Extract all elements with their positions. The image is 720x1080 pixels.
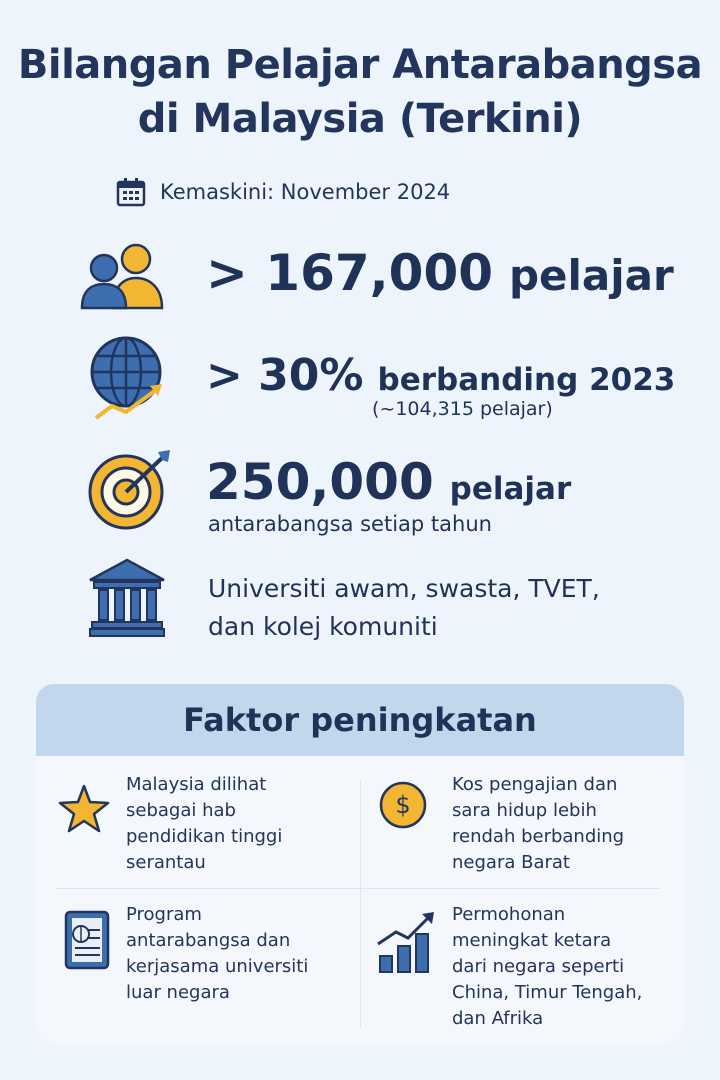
institution-icon <box>88 558 166 638</box>
people-icon <box>80 242 166 310</box>
factor-2-line-1: Kos pengajian dan <box>452 774 618 795</box>
factor-4-line-2: meningkat ketara <box>452 930 612 951</box>
institutions-line-2: dan kolej komuniti <box>208 612 438 641</box>
factor-3-line-3: kerjasama universiti <box>126 956 309 977</box>
calendar-icon <box>116 177 146 207</box>
svg-text:$: $ <box>395 791 411 819</box>
factor-3-line-2: antarabangsa dan <box>126 930 291 951</box>
factor-3-line-4: luar negara <box>126 982 230 1003</box>
institutions-stat <box>208 570 600 646</box>
target-sub: antarabangsa setiap tahun <box>208 512 492 536</box>
title-line-2: di Malaysia (Terkini) <box>137 96 583 142</box>
star-icon <box>58 784 110 834</box>
factor-4-line-3: dari negara seperti <box>452 956 625 977</box>
factors-heading: Faktor peningkatan <box>36 684 684 756</box>
factor-4-line-1: Permohonan <box>452 904 566 925</box>
growth-value: > 30% <box>206 350 364 401</box>
institutions-line-1: Universiti awam, swasta, TVET, <box>208 574 600 603</box>
document-globe-icon <box>64 910 110 970</box>
factor-1-line-3: pendidikan tinggi <box>126 826 283 847</box>
students-stat <box>206 238 674 311</box>
factor-item-4 <box>452 902 642 1032</box>
growth-sub: (~104,315 pelajar) <box>372 398 553 420</box>
factor-item-3 <box>126 902 308 1006</box>
target-stat <box>206 450 571 521</box>
factor-4-line-5: dan Afrika <box>452 1008 544 1029</box>
growth-unit: berbanding 2023 <box>377 362 676 398</box>
factor-item-2 <box>452 772 624 876</box>
title-line-1: Bilangan Pelajar Antarabangsa <box>17 42 703 88</box>
students-value: > 167,000 <box>206 244 494 302</box>
factor-1-line-1: Malaysia dilihat <box>126 774 267 795</box>
factors-divider-horizontal <box>56 888 660 889</box>
factor-item-1 <box>126 772 282 876</box>
factor-2-line-3: rendah berbanding <box>452 826 625 847</box>
dollar-coin-icon <box>378 780 428 830</box>
bar-growth-icon <box>376 910 436 974</box>
factor-1-line-4: serantau <box>126 852 206 873</box>
factor-1-line-2: sebagai hab <box>126 800 236 821</box>
factor-3-line-1: Program <box>126 904 202 925</box>
page-title <box>0 38 720 146</box>
students-unit: pelajar <box>508 251 674 300</box>
factor-2-line-2: sara hidup lebih <box>452 800 597 821</box>
updated-text: Kemaskini: November 2024 <box>160 180 451 204</box>
updated-info <box>116 176 450 208</box>
target-icon <box>86 448 176 532</box>
target-unit: pelajar <box>449 471 572 507</box>
target-value: 250,000 <box>206 453 434 511</box>
globe-growth-icon <box>86 334 166 424</box>
factor-4-line-4: China, Timur Tengah, <box>452 982 643 1003</box>
factors-panel <box>36 684 684 1044</box>
factor-2-line-4: negara Barat <box>452 852 570 873</box>
factors-divider-vertical <box>360 780 361 1028</box>
